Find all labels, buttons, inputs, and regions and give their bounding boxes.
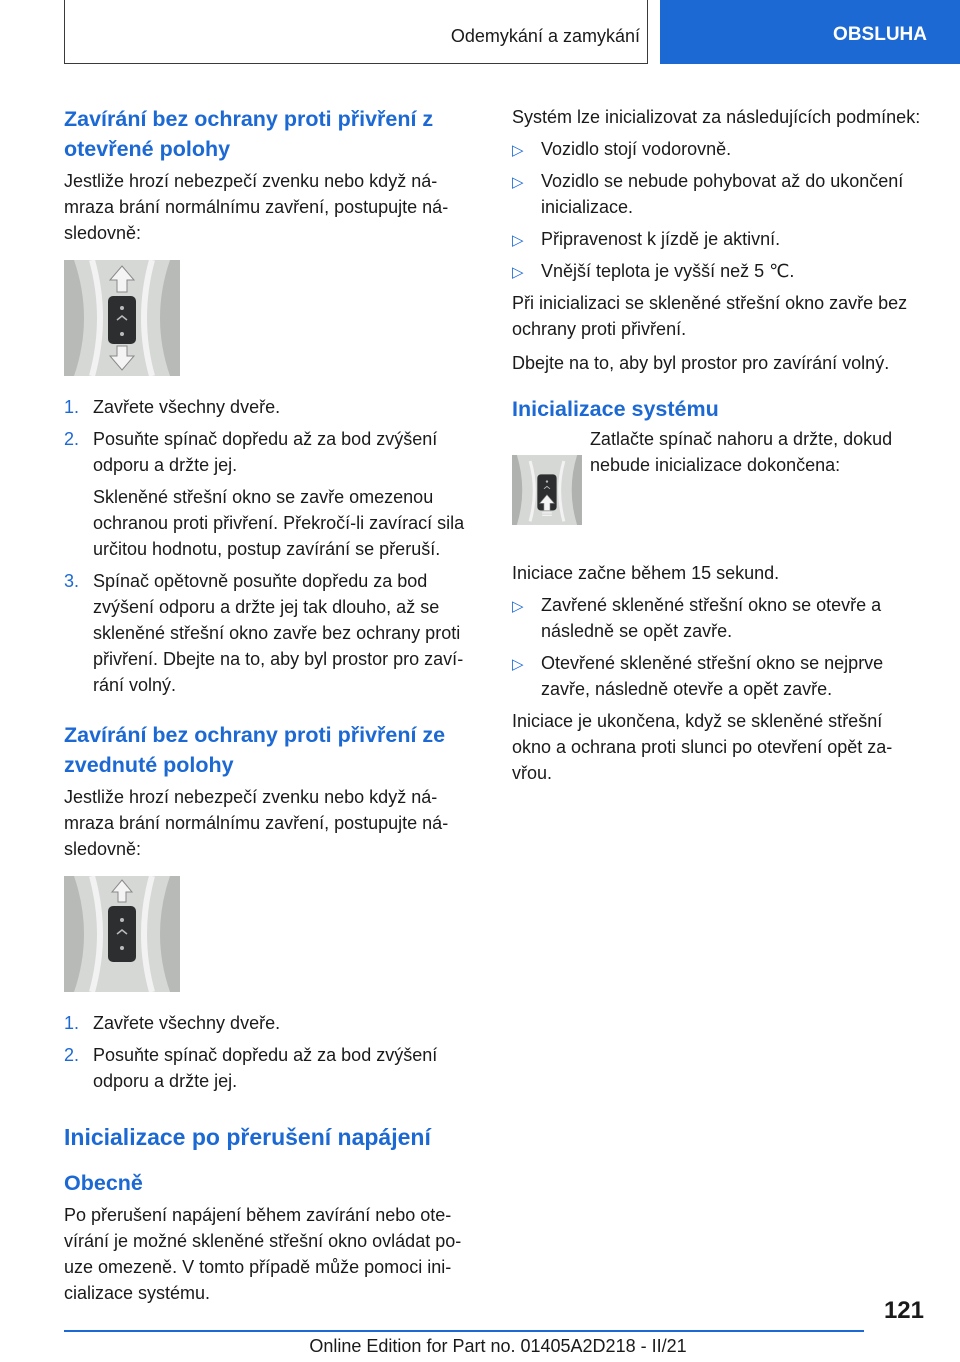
triangle-bullet-icon: ▷ <box>512 264 524 281</box>
init-note-paragraph: Při inicializaci se skleněné střešní okno zavře bez ochrany proti přivření. <box>512 293 908 339</box>
heading-close-from-raised: Zavírání bez ochrany proti přivření ze zvednuté polohy <box>64 723 446 777</box>
list-item: ▷ Otevřené skleněné střešní okno se nejprve zavře, následně otevře a opět zavře. <box>512 653 884 699</box>
list-item: 3. Spínač opětovně posuňte dopředu za bod zvýšení odporu a držte jej tak dlouho, až se skleněné střešní okno zavře bez ochrany proti přivření. Dbejte na to, aby byl prostor pro zavírání volný. <box>64 571 464 695</box>
init-end-text: Iniciace je ukončena, když se skleněné střešní okno a ochrana proti slunci po otevření opět zavřou. <box>512 711 893 783</box>
list-item: ▷ Vnější teplota je vyšší než 5 ℃. <box>512 258 926 284</box>
conditions-intro: Systém lze inicializovat za následujících podmínek: <box>512 107 921 127</box>
header-section-title: Odemykání a zamykání <box>450 26 640 46</box>
list-item: ▷ Vozidlo stojí vodorovně. <box>512 136 926 162</box>
intro-paragraph-1: Jestliže hrozí nebezpečí zvenku nebo když námraza brání normálnímu zavření, postupujte následovně: <box>64 171 449 243</box>
right-column <box>512 104 926 786</box>
triangle-bullet-icon: ▷ <box>512 174 524 191</box>
roof-switch-forward-illustration-2 <box>64 876 180 992</box>
steps-list-1 <box>64 394 478 698</box>
intro-paragraph-2: Jestliže hrozí nebezpečí zvenku nebo když námraza brání normálnímu zavření, postupujte následovně: <box>64 787 449 859</box>
init-start-text: Iniciace začne během 15 sekund. <box>512 563 780 583</box>
header-chapter-label: OBSLUHA <box>833 24 927 45</box>
list-item: ▷ Vozidlo se nebude pohybovat až do ukončení inicializace. <box>512 171 904 217</box>
triangle-bullet-icon: ▷ <box>512 656 524 673</box>
list-item: 2. Posuňte spínač dopředu až za bod zvýšení odporu a držte jej. <box>64 1045 438 1091</box>
heading-init-after-power-loss: Inicializace po přerušení napájení <box>64 1124 431 1150</box>
roof-switch-up-illustration <box>512 432 582 548</box>
sequence-list <box>512 592 926 702</box>
step-note: Skleněné střešní okno se zavře omezenou ochranou proti přivření. Překročí-li zavírací sila určitou hodnotu, postup zavírání se přeruší. <box>93 487 465 559</box>
triangle-bullet-icon: ▷ <box>512 598 524 615</box>
list-item: ▷ Připravenost k jízdě je aktivní. <box>512 226 926 252</box>
page-number: 121 <box>883 1297 924 1324</box>
list-item: 1. Zavřete všechny dveře. <box>64 1013 281 1033</box>
header-chapter-tab <box>660 0 960 64</box>
list-item: 2. Posuňte spínač dopředu až za bod zvýšení odporu a držte jej. Skleněné střešní okno se zavře omezenou ochranou proti přivření. Překročí-li zavírací sila určitou hodnotu, postup zavírání se přeruší. <box>64 426 478 562</box>
conditions-list <box>512 136 926 284</box>
heading-close-from-open: Zavírání bez ochrany proti přivření z otevřené polohy <box>64 107 434 161</box>
clear-space-paragraph: Dbejte na to, aby byl prostor pro zavírání volný. <box>512 353 890 373</box>
edition-footer: Online Edition for Part no. 01405A2D218 - II/21 <box>309 1336 687 1356</box>
init-instruction-block <box>512 429 926 548</box>
roof-switch-forward-illustration <box>64 260 180 376</box>
init-instruction: Zatlačte spínač nahoru a držte, dokud nebude inicializace dokončena: <box>589 429 893 475</box>
triangle-bullet-icon: ▷ <box>512 232 524 249</box>
list-item: 1. Zavřete všechny dveře. <box>64 397 281 417</box>
general-paragraph: Po přerušení napájení během zavírání nebo otevírání je možné skleněné střešní okno ovládat pouze omezeně. V tomto případě může pomoci inicializace systému. <box>64 1205 462 1303</box>
triangle-bullet-icon: ▷ <box>512 142 524 159</box>
heading-system-init: Inicializace systému <box>512 397 719 421</box>
left-column <box>64 104 478 1306</box>
footer-divider <box>64 1330 864 1332</box>
steps-list-2 <box>64 1010 478 1094</box>
list-item: ▷ Zavřené skleněné střešní okno se otevře a následně se opět zavře. <box>512 595 882 641</box>
heading-general: Obecně <box>64 1171 143 1195</box>
